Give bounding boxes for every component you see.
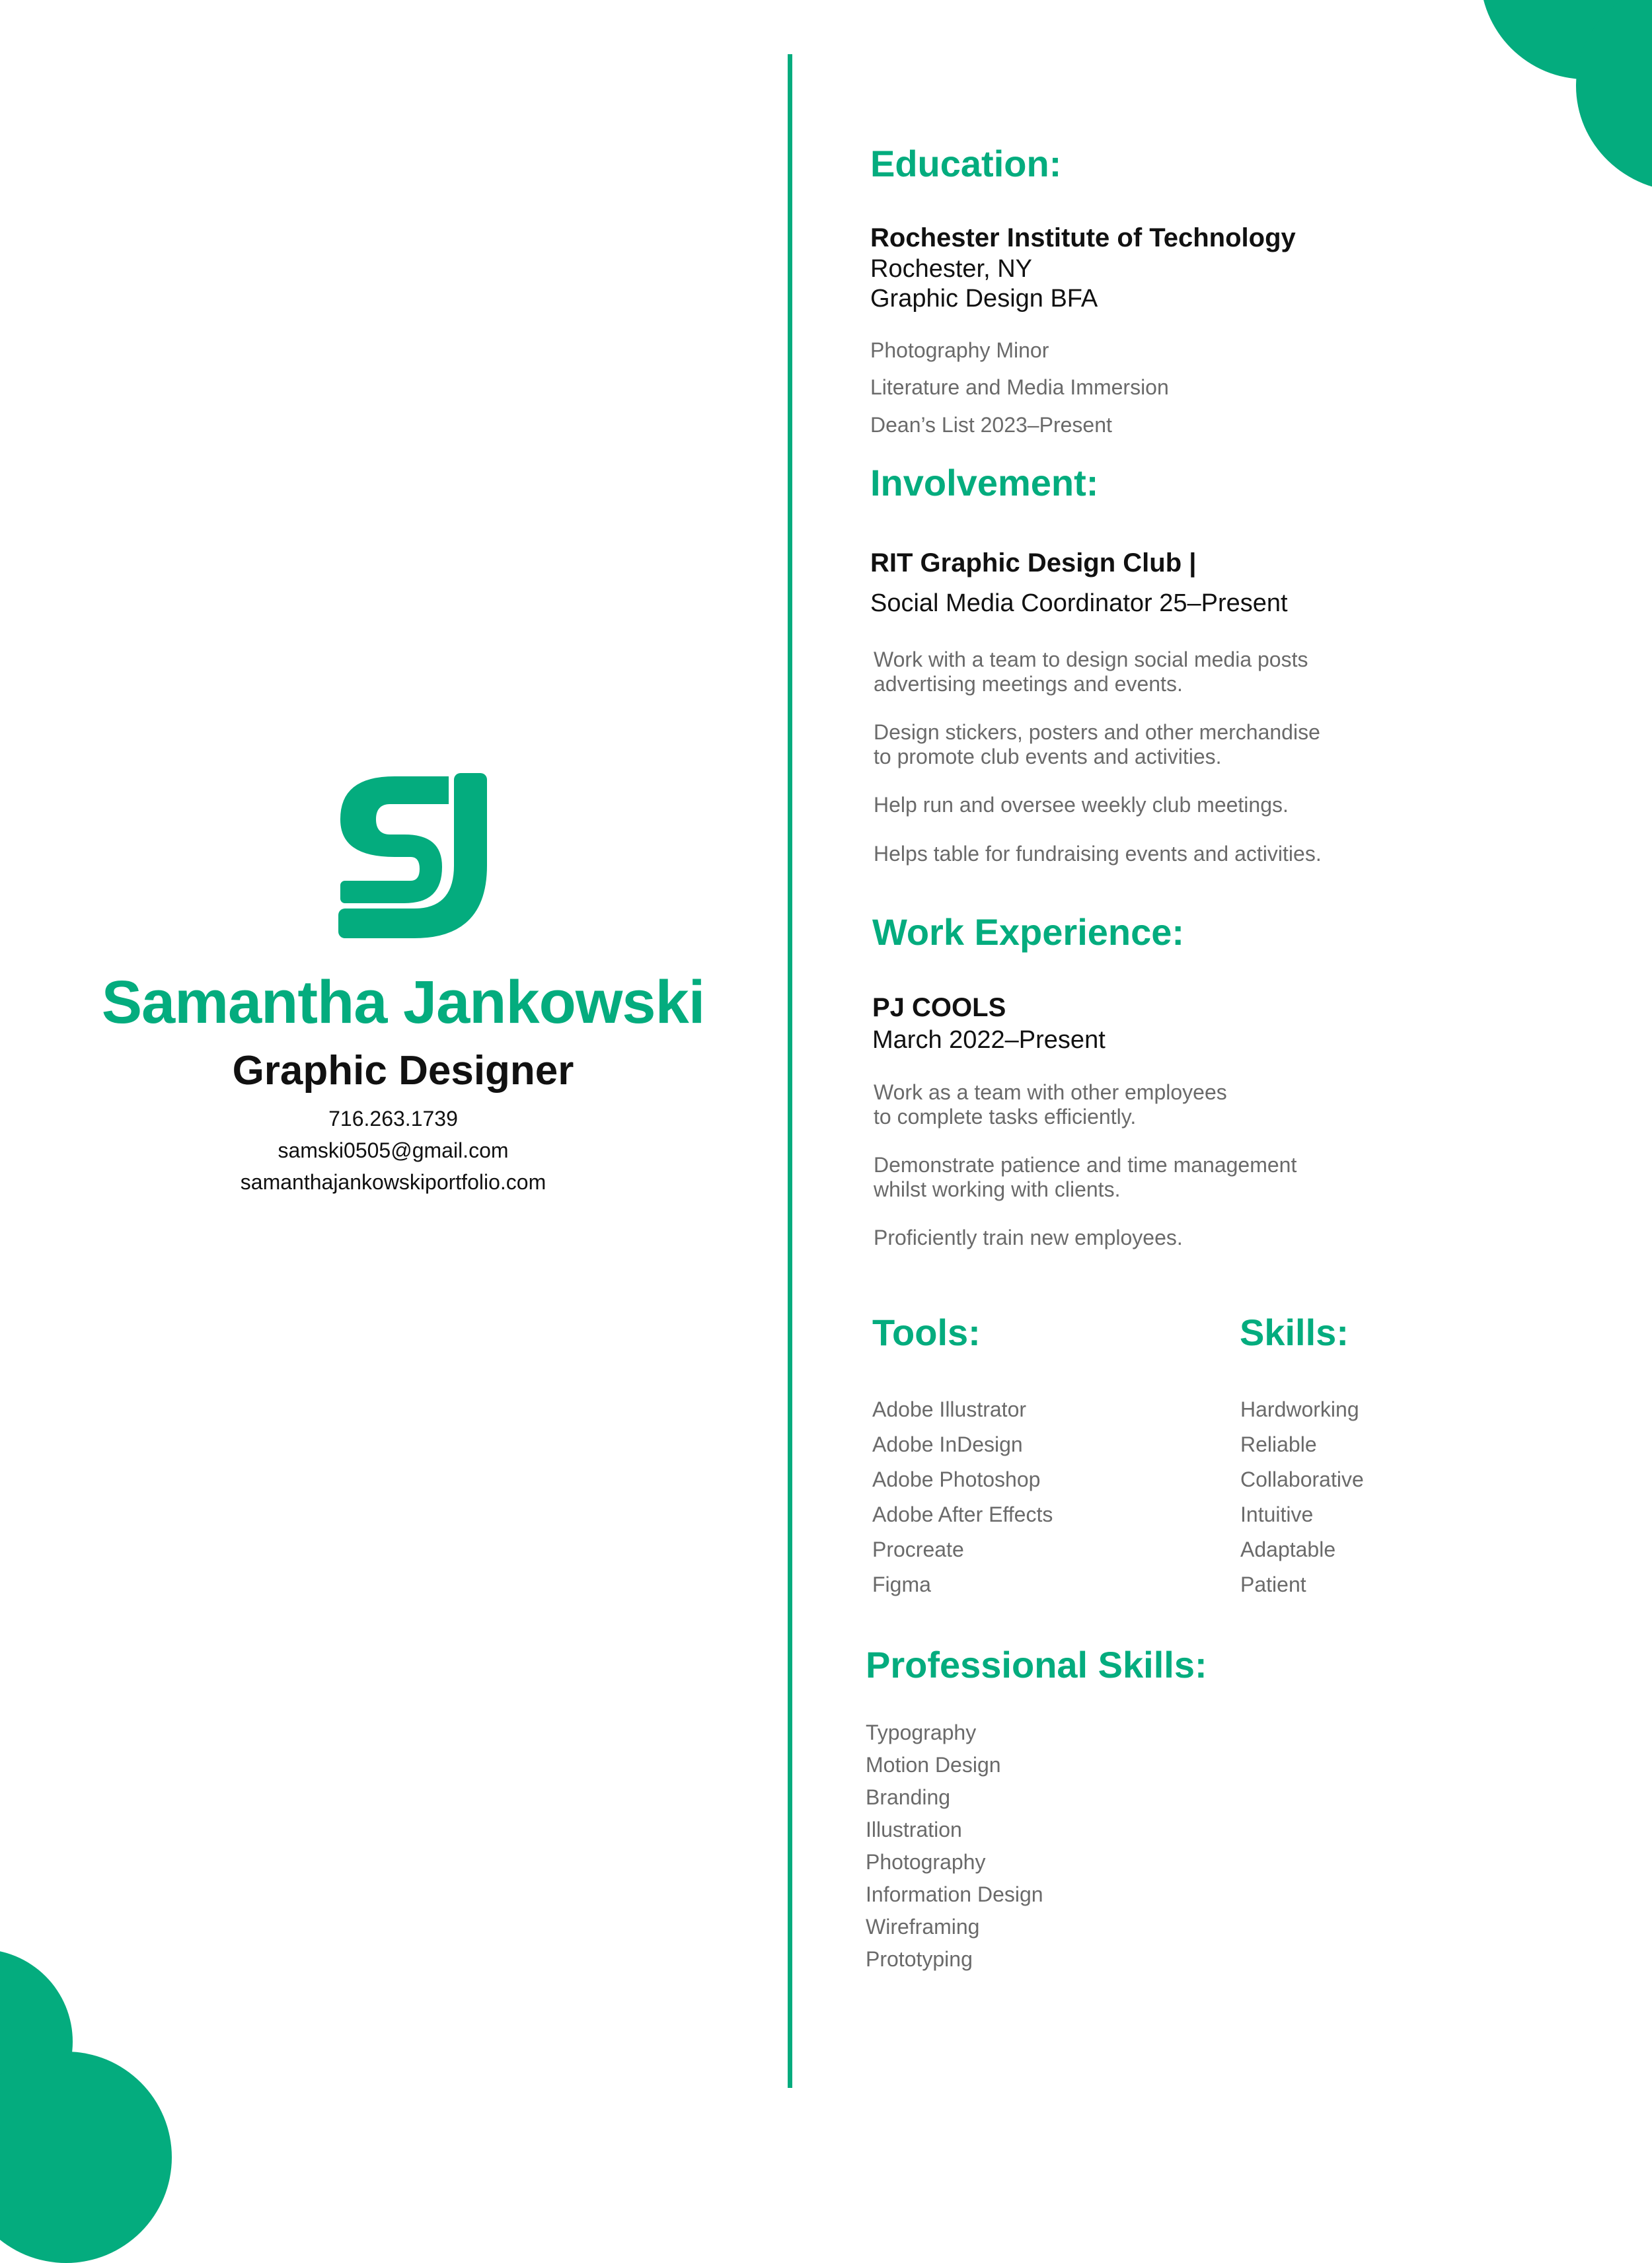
tool-item: Adobe Illustrator bbox=[872, 1397, 1027, 1421]
professional-skill-item: Illustration bbox=[866, 1818, 962, 1841]
professional-skill-item: Photography bbox=[866, 1850, 986, 1874]
skill-item: Intuitive bbox=[1240, 1502, 1314, 1526]
contact-phone: 716.263.1739 bbox=[328, 1107, 458, 1131]
work-bullet: Demonstrate patience and time management whilst working with clients. bbox=[874, 1153, 1297, 1201]
contact-website: samanthajankowskiportfolio.com bbox=[240, 1170, 546, 1194]
involvement-org: RIT Graphic Design Club | bbox=[870, 548, 1197, 577]
work-heading: Work Experience: bbox=[872, 911, 1185, 953]
contact-email: samski0505@gmail.com bbox=[278, 1138, 509, 1162]
education-heading: Education: bbox=[870, 143, 1062, 184]
involvement-bullet: Helps table for fundraising events and activities. bbox=[874, 842, 1322, 866]
involvement-role: Social Media Coordinator 25–Present bbox=[870, 589, 1288, 617]
education-location: Rochester, NY bbox=[870, 255, 1032, 283]
involvement-bullet: Work with a team to design social media posts advertising meetings and events. bbox=[874, 648, 1308, 696]
skill-item: Adaptable bbox=[1240, 1538, 1336, 1561]
tool-item: Adobe Photoshop bbox=[872, 1467, 1041, 1491]
education-detail: Photography Minor bbox=[870, 338, 1049, 362]
involvement-heading: Involvement: bbox=[870, 462, 1099, 503]
skills-list bbox=[1240, 1392, 1364, 1602]
involvement-bullet: Help run and oversee weekly club meetings. bbox=[874, 793, 1289, 817]
work-bullet: Proficiently train new employees. bbox=[874, 1226, 1183, 1249]
professional-skill-item: Motion Design bbox=[866, 1753, 1001, 1777]
professional-skills-heading: Professional Skills: bbox=[866, 1644, 1207, 1686]
tools-list bbox=[872, 1392, 1053, 1602]
tool-item: Procreate bbox=[872, 1538, 964, 1561]
professional-skill-item: Typography bbox=[866, 1721, 977, 1744]
skill-item: Reliable bbox=[1240, 1432, 1317, 1456]
professional-skill-item: Branding bbox=[866, 1785, 951, 1809]
education-detail: Literature and Media Immersion bbox=[870, 375, 1169, 399]
professional-skill-item: Information Design bbox=[866, 1882, 1043, 1906]
involvement-bullet: Design stickers, posters and other merchandise to promote club events and activities. bbox=[874, 720, 1320, 768]
education-degree: Graphic Design BFA bbox=[870, 285, 1098, 313]
tool-item: Figma bbox=[872, 1573, 931, 1596]
work-dates: March 2022–Present bbox=[872, 1026, 1106, 1054]
tool-item: Adobe After Effects bbox=[872, 1502, 1053, 1526]
skill-item: Hardworking bbox=[1240, 1397, 1359, 1421]
skill-item: Patient bbox=[1240, 1573, 1306, 1596]
education-detail: Dean’s List 2023–Present bbox=[870, 413, 1112, 437]
sj-monogram-logo bbox=[332, 766, 490, 945]
professional-skill-item: Wireframing bbox=[866, 1915, 980, 1939]
tool-item: Adobe InDesign bbox=[872, 1432, 1023, 1456]
professional-skill-item: Prototyping bbox=[866, 1947, 973, 1971]
skills-heading: Skills: bbox=[1240, 1312, 1349, 1353]
work-bullet: Work as a team with other employees to complete tasks efficiently. bbox=[874, 1080, 1227, 1129]
candidate-title: Graphic Designer bbox=[232, 1048, 574, 1094]
tools-heading: Tools: bbox=[872, 1312, 981, 1353]
work-company: PJ COOLS bbox=[872, 993, 1006, 1022]
skill-item: Collaborative bbox=[1240, 1467, 1364, 1491]
professional-skills-list bbox=[866, 1717, 1043, 1976]
candidate-name: Samantha Jankowski bbox=[101, 969, 705, 1036]
education-school: Rochester Institute of Technology bbox=[870, 223, 1296, 252]
